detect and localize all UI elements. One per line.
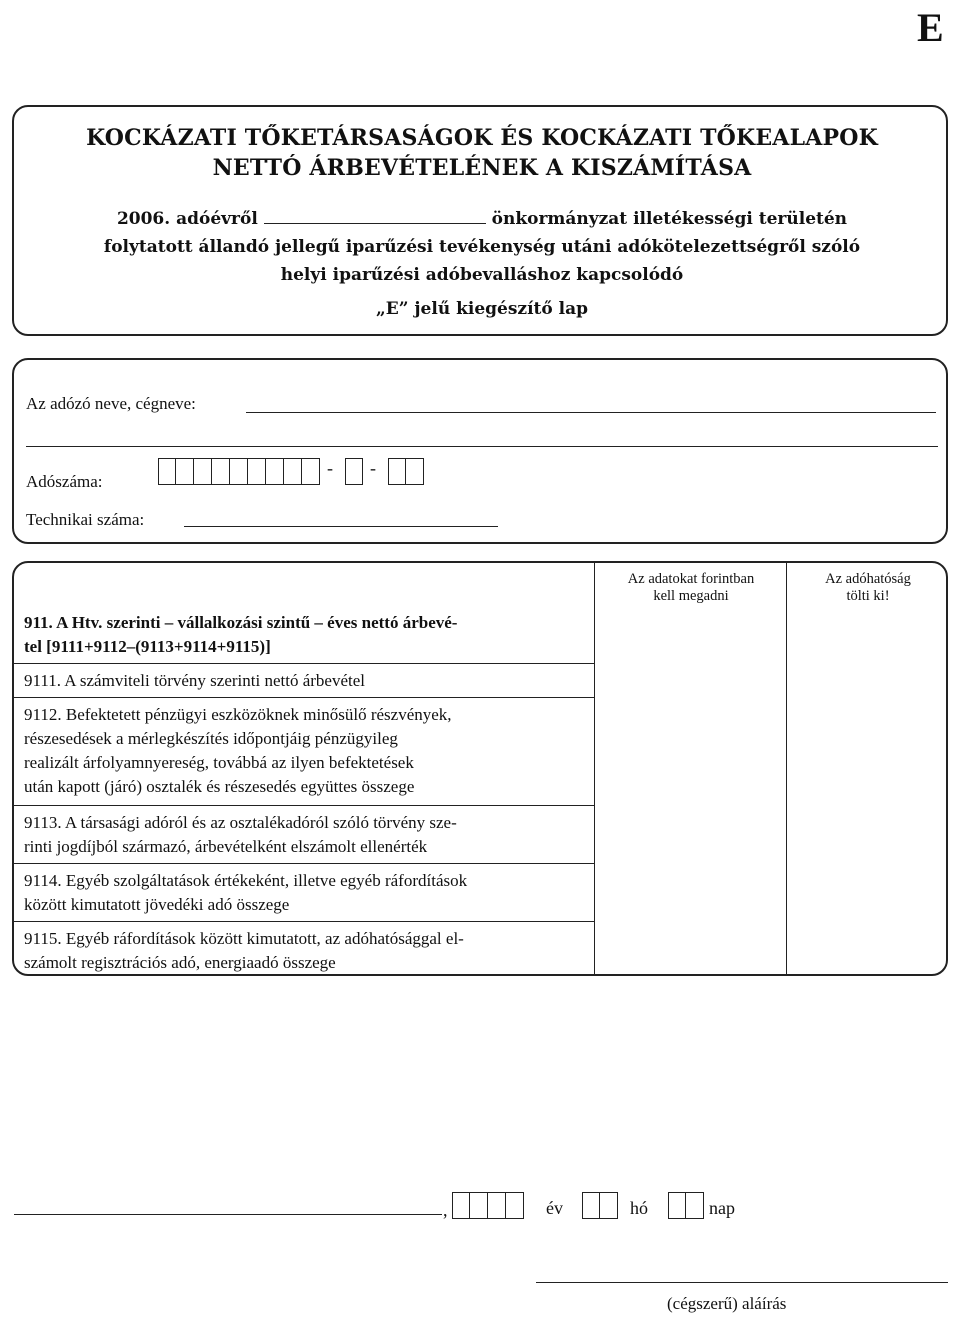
tax-number-cells-main[interactable] [158, 458, 320, 485]
amount-cell-9115[interactable] [596, 922, 785, 976]
row-divider [14, 805, 594, 806]
amount-cell-9112[interactable] [596, 698, 785, 805]
row-9112-line1: 9112. Befektetett pénzügyi eszközöknek minősülő részvények, [24, 705, 452, 724]
date-year-cells[interactable] [452, 1192, 524, 1219]
date-day-cells[interactable] [668, 1192, 704, 1219]
tax-number-label: Adószáma: [26, 472, 103, 491]
form-title-line1: KOCKÁZATI TŐKETÁRSASÁGOK ÉS KOCKÁZATI TŐKEALAPOK [86, 125, 878, 151]
tax-number-dash: - [327, 458, 333, 478]
table-row-9111 [24, 669, 590, 693]
row-9113-line2: rinti jogdíjból származó, árbevételként elszámolt ellenérték [24, 837, 428, 856]
date-year-cell[interactable] [452, 1192, 470, 1219]
tax-number-cell[interactable] [266, 458, 284, 485]
tax-number-cells-mid[interactable] [345, 458, 363, 485]
date-month-label: hó [630, 1198, 648, 1218]
row-9114-line2: között kimutatott jövedéki adó összege [24, 895, 290, 914]
tax-number-cell[interactable] [406, 458, 424, 485]
amount-cell-9114[interactable] [596, 864, 785, 921]
tax-number-cell[interactable] [345, 458, 363, 485]
row-divider [14, 697, 594, 698]
row-911-line1: 911. A Htv. szerinti – vállalkozási szintű – éves nettó árbevé- [24, 613, 458, 632]
date-month-cell[interactable] [600, 1192, 618, 1219]
tax-number-cell[interactable] [212, 458, 230, 485]
row-divider [14, 863, 594, 864]
col-divider [786, 563, 787, 974]
table-row-9112 [24, 703, 590, 799]
date-comma: , [443, 1200, 448, 1220]
table-row-9114 [24, 869, 590, 917]
taxpayer-name-field-line2[interactable] [26, 446, 938, 447]
tech-number-field[interactable] [184, 526, 498, 527]
year-prefix: 2006. adóévről [116, 209, 258, 229]
col-head-amount-line1: Az adatokat forintban [627, 571, 755, 587]
row-911-line2: tel [9111+9112–(9113+9114+9115)] [24, 637, 271, 656]
col-head-amount [596, 571, 786, 605]
amount-cell-911[interactable] [596, 611, 785, 663]
date-month-cells[interactable] [582, 1192, 618, 1219]
row-9112-line2: részesedések a mérlegkészítés időpontjáig pénzügyileg [24, 729, 398, 748]
tax-number-cell[interactable] [248, 458, 266, 485]
date-month-cell[interactable] [582, 1192, 600, 1219]
tech-number-label: Technikai száma: [26, 510, 145, 529]
row-9114-line1: 9114. Egyéb szolgáltatások értékeként, illetve egyéb ráfordítások [24, 871, 468, 890]
signature-line[interactable] [536, 1282, 948, 1283]
form-subtitle-line2: folytatott állandó jellegű iparűzési tevékenység utáni adókötelezettségről szóló [103, 237, 861, 257]
row-divider [14, 663, 594, 664]
table-row-9113 [24, 811, 590, 859]
form-subtitle-line4: „E” jelű kiegészítő lap [375, 299, 589, 319]
row-divider [14, 921, 594, 922]
row-9111-line1: 9111. A számviteli törvény szerinti nettó árbevétel [24, 671, 366, 690]
taxpayer-name-label: Az adózó neve, cégneve: [26, 394, 196, 413]
tax-number-cell[interactable] [302, 458, 320, 485]
col-head-amount-line2: kell megadni [653, 588, 729, 604]
row-9112-line3: realizált árfolyamnyereség, továbbá az ilyen befektetések [24, 753, 414, 772]
date-year-cell[interactable] [470, 1192, 488, 1219]
col-head-authority-line2: tölti ki! [846, 588, 890, 604]
form-subtitle-line3: helyi iparűzési adóbevalláshoz kapcsolódó [280, 265, 684, 285]
table-row-9115 [24, 927, 590, 975]
col-head-authority-line1: Az adóhatóság [825, 571, 911, 587]
table-row-911 [24, 611, 590, 659]
taxpayer-box [12, 358, 948, 544]
municipality-blank[interactable] [264, 209, 486, 224]
data-table [12, 561, 948, 976]
row-9113-line1: 9113. A társasági adóról és az osztalékadóról szóló törvény sze- [24, 813, 457, 832]
date-year-cell[interactable] [506, 1192, 524, 1219]
place-field[interactable] [14, 1214, 442, 1215]
col-divider [594, 563, 595, 974]
row-9115-line2: számolt regisztrációs adó, energiaadó összege [24, 953, 336, 972]
amount-cell-9113[interactable] [596, 806, 785, 863]
form-title-line2: NETTÓ ÁRBEVÉTELÉNEK A KISZÁMÍTÁSA [212, 155, 752, 181]
tax-number-dash: - [370, 458, 376, 478]
date-year-cell[interactable] [488, 1192, 506, 1219]
amount-cell-9111[interactable] [596, 664, 785, 697]
form-letter: E [917, 5, 944, 50]
date-day-label: nap [709, 1198, 735, 1218]
row-9115-line1: 9115. Egyéb ráfordítások között kimutatott, az adóhatósággal el- [24, 929, 464, 948]
tax-number-cells-end[interactable] [388, 458, 424, 485]
tax-number-cell[interactable] [158, 458, 176, 485]
form-subtitle-line1 [14, 209, 950, 229]
signature-label: (cégszerű) aláírás [667, 1294, 787, 1313]
header-box [12, 105, 948, 336]
tax-number-cell[interactable] [388, 458, 406, 485]
date-day-cell[interactable] [686, 1192, 704, 1219]
col-head-authority [788, 571, 948, 605]
taxpayer-name-field[interactable] [246, 412, 936, 413]
tax-number-cell[interactable] [194, 458, 212, 485]
tax-number-cell[interactable] [176, 458, 194, 485]
row-9112-line4: után kapott (járó) osztalék és részesedés együttes összege [24, 777, 415, 796]
tax-number-cell[interactable] [230, 458, 248, 485]
year-suffix: önkormányzat illetékességi területén [491, 209, 848, 229]
date-year-label: év [546, 1198, 563, 1218]
date-day-cell[interactable] [668, 1192, 686, 1219]
tax-number-cell[interactable] [284, 458, 302, 485]
